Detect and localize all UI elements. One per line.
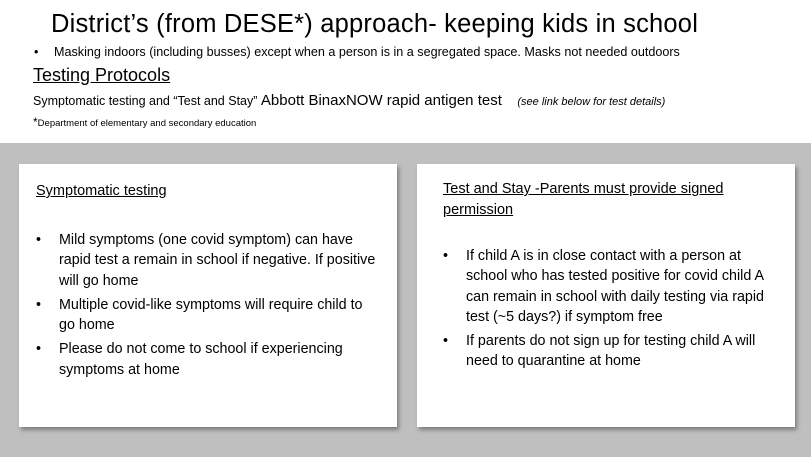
- testing-line: [33, 92, 665, 111]
- list-item: [443, 331, 783, 372]
- bullet-list: [443, 246, 783, 376]
- footnote: [33, 116, 256, 130]
- bullet-icon: •: [443, 333, 449, 350]
- bullet-icon: •: [36, 341, 42, 358]
- list-item: [443, 246, 783, 327]
- header-area: [0, 0, 811, 143]
- list-item-text: If parents do not sign up for testing child A will need to quarantine at home: [466, 333, 756, 370]
- footnote-asterisk: *: [33, 115, 38, 129]
- slide-title: District’s (from DESE*) approach- keeping kids in school: [51, 10, 699, 38]
- card-title: Test and Stay -Parents must provide signed permission: [443, 181, 724, 218]
- list-item: [36, 295, 381, 336]
- list-item: [36, 230, 381, 291]
- list-item-text: Multiple covid-like symptoms will require child to go home: [59, 296, 363, 334]
- symptomatic-testing-card: [19, 164, 397, 427]
- bullet-icon: •: [443, 248, 449, 264]
- list-item-text: Please do not come to school if experiencing symptoms at home: [59, 341, 343, 378]
- test-name: Abbott BinaxNOW rapid antigen test: [260, 92, 502, 109]
- bullet-icon: •: [36, 296, 42, 313]
- testing-line-prefix: Symptomatic testing and “Test and Stay”: [33, 94, 258, 108]
- masking-note: Masking indoors (including busses) except when a person is in a segregated space. Masks not needed outdoors: [54, 45, 680, 59]
- test-and-stay-card: [417, 164, 795, 427]
- masking-bullet: [34, 44, 680, 60]
- bullet-icon: •: [34, 45, 39, 59]
- list-item-text: If child A is in close contact with a person at school who has tested positive for covid child A can remain in school with daily testing via rapid test (~5 days?) if symptom free: [466, 248, 765, 325]
- footnote-text: Department of elementary and secondary education: [37, 118, 257, 129]
- test-details-note: (see link below for test details): [517, 96, 666, 108]
- card-title: Symptomatic testing: [36, 183, 167, 199]
- testing-protocols-heading: Testing Protocols: [33, 65, 171, 85]
- list-item: [36, 339, 381, 380]
- bullet-list: [36, 230, 381, 384]
- list-item-text: Mild symptoms (one covid symptom) can have rapid test a remain in school if negative. If positive will go home: [59, 232, 376, 289]
- bullet-icon: •: [36, 232, 42, 248]
